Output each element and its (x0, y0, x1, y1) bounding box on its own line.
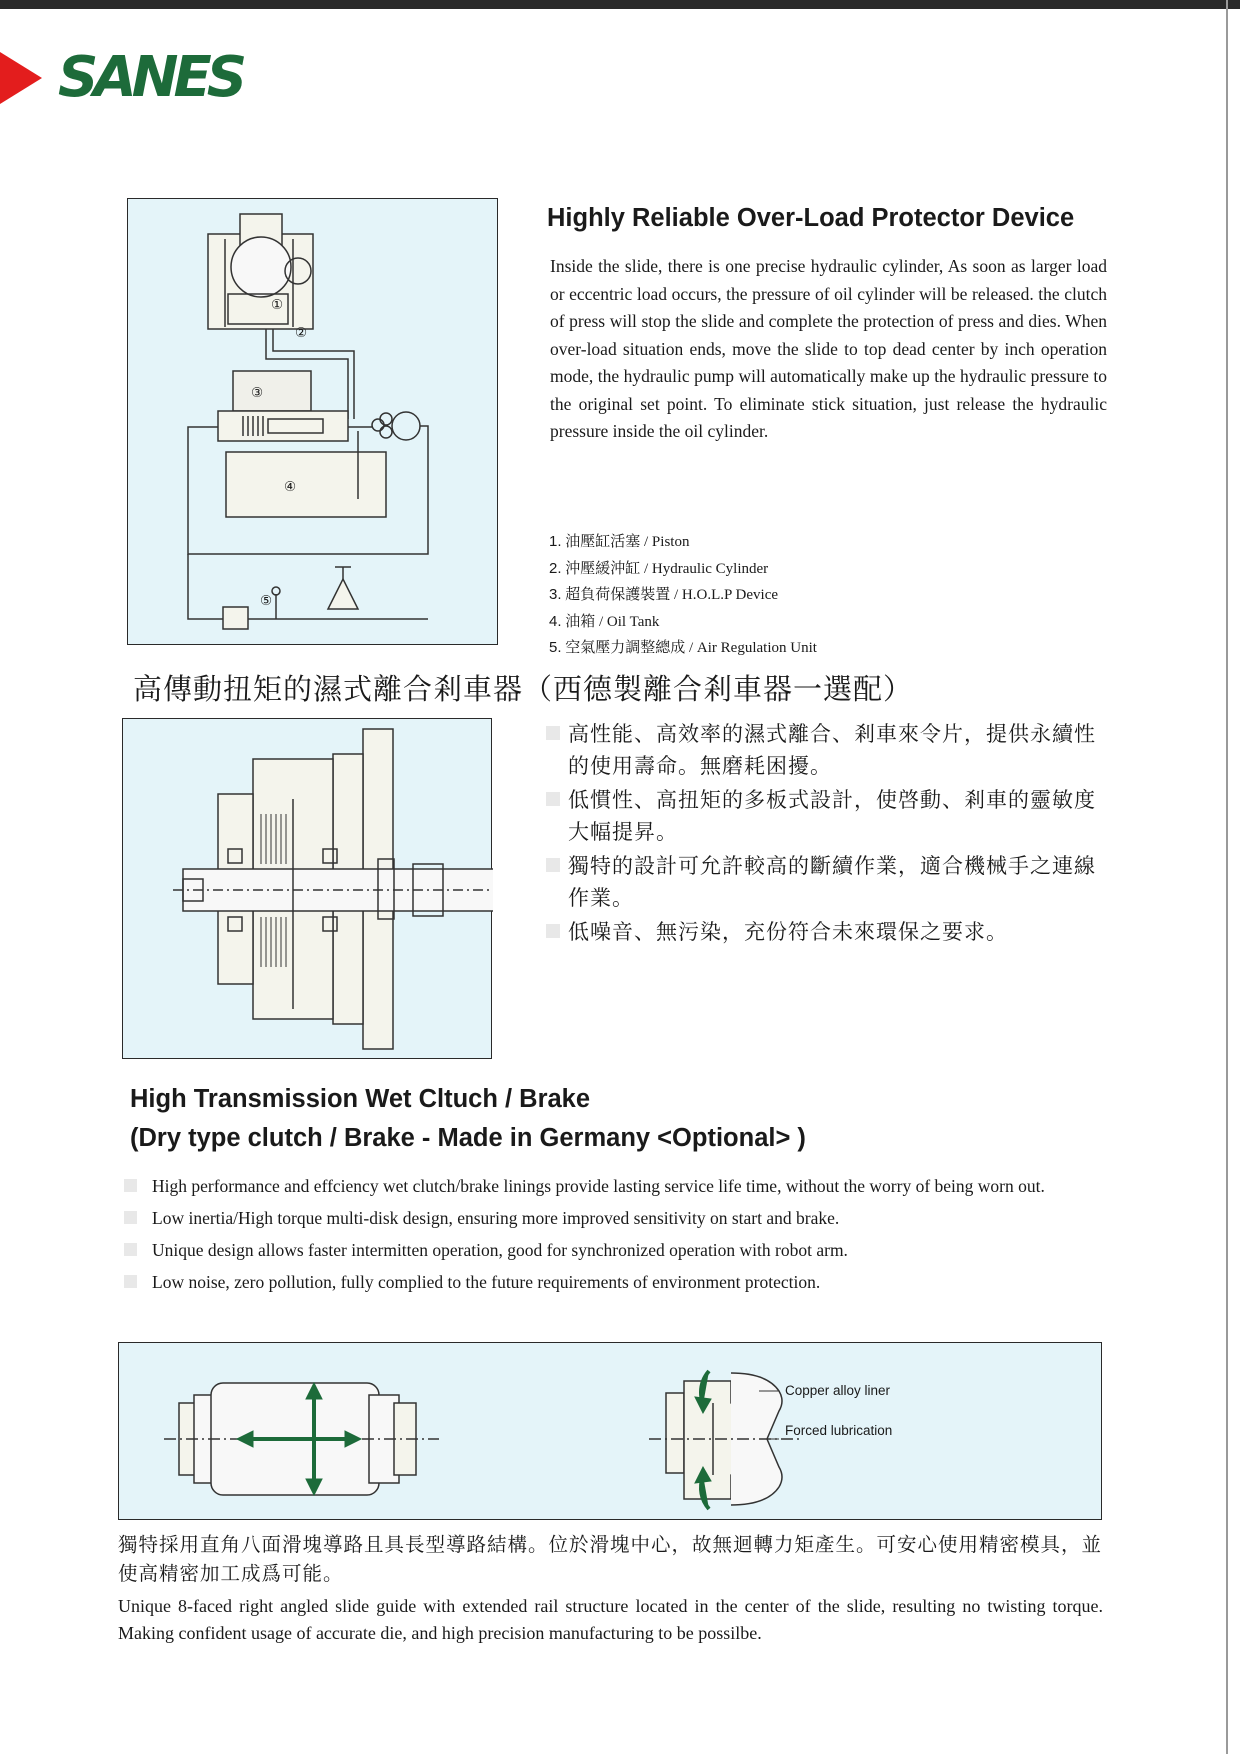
list-item: 3. 超負荷保護裝置 / H.O.L.P Device (549, 586, 779, 603)
list-item: 低噪音、無污染，充份符合未來環保之要求。 (546, 916, 1106, 948)
guide-cn-text: 獨特採用直角八面滑塊導路且具長型導路結構。位於滑塊中心，故無迴轉力矩產生。可安心使用精密模具，並使高精密加工成爲可能。 (118, 1533, 1103, 1585)
bullet-square-icon (546, 924, 560, 938)
list-item: Low inertia/High torque multi-disk design, ensuring more improved sensitivity on start and brake. (124, 1205, 1104, 1231)
overload-body: Inside the slide, there is one precise hydraulic cylinder, As soon as larger load or eccentric load occurs, the pressure of oil cylinder will be released. the clutch of press will stop the slide and complete the protection of press and dies. When over-load situation ends, move the slide to top dead center by inch operation mode, the hydraulic pump will automatically make up the hydraulic pressure to the original set point. To eliminate stick situation, just release the hydraulic pressure inside the oil cylinder. (550, 256, 1107, 441)
marker-5: ⑤ (260, 593, 273, 608)
parts-list (549, 529, 1009, 662)
brand-logo (0, 45, 243, 110)
bullet-square-icon (124, 1275, 137, 1288)
marker-1: ① (271, 297, 284, 312)
label-copper-alloy-liner: Copper alloy liner (785, 1383, 891, 1398)
list-item: 低慣性、高扭矩的多板式設計，使啓動、剎車的靈敏度大幅提昇。 (546, 784, 1106, 848)
marker-2: ② (295, 325, 308, 340)
bullet-square-icon (124, 1179, 137, 1192)
bullet-square-icon (546, 858, 560, 872)
list-item: Low noise, zero pollution, fully complied to the future requirements of environment protection. (124, 1269, 1104, 1295)
clutch-diagram (122, 718, 492, 1059)
list-item: 5. 空氣壓力調整總成 / Air Regulation Unit (549, 639, 817, 656)
list-item: 獨特的設計可允許較高的斷續作業，適合機械手之連線作業。 (546, 850, 1106, 914)
overload-title: Highly Reliable Over-Load Protector Device (547, 204, 1075, 232)
guide-en-text: Unique 8-faced right angled slide guide with extended rail structure located in the center of the slide, resulting no twisting torque. Making confident usage of accurate die, and high precision manufacturing to be possilbe. (118, 1596, 1103, 1643)
list-item: Unique design allows faster intermitten operation, good for synchronized operation with robot arm. (124, 1237, 1104, 1263)
clutch-cn-title: 高傳動扭矩的濕式離合剎車器（西德製離合剎車器一選配） (133, 672, 914, 706)
logo-text: SANES (58, 45, 243, 110)
label-forced-lubrication: Forced lubrication (785, 1423, 893, 1438)
top-border (0, 0, 1240, 9)
list-item: 2. 沖壓緩沖缸 / Hydraulic Cylinder (549, 559, 769, 577)
overload-diagram (127, 198, 498, 645)
marker-4: ④ (284, 479, 297, 494)
list-item: 4. 油箱 / Oil Tank (549, 612, 660, 630)
bullet-square-icon (546, 792, 560, 806)
page-edge (1226, 0, 1228, 1754)
clutch-en-bullets (124, 1173, 1104, 1301)
bullet-square-icon (546, 726, 560, 740)
list-item: 1. 油壓缸活塞 / Piston (549, 533, 690, 550)
slide-guide-diagram (118, 1342, 1102, 1520)
logo-arrow-icon (0, 52, 42, 104)
bullet-square-icon (124, 1243, 137, 1256)
list-item: 高性能、高效率的濕式離合、剎車來令片，提供永續性的使用壽命。無磨耗困擾。 (546, 718, 1106, 782)
clutch-cn-bullets (546, 718, 1106, 950)
bullet-square-icon (124, 1211, 137, 1224)
clutch-en-title-1: High Transmission Wet Cltuch / Brake (130, 1085, 591, 1113)
list-item: High performance and effciency wet clutch/brake linings provide lasting service life time, without the worry of being worn out. (124, 1173, 1104, 1199)
marker-3: ③ (251, 385, 264, 400)
clutch-en-title-2: (Dry type clutch / Brake - Made in Germany <Optional> ) (130, 1124, 806, 1152)
